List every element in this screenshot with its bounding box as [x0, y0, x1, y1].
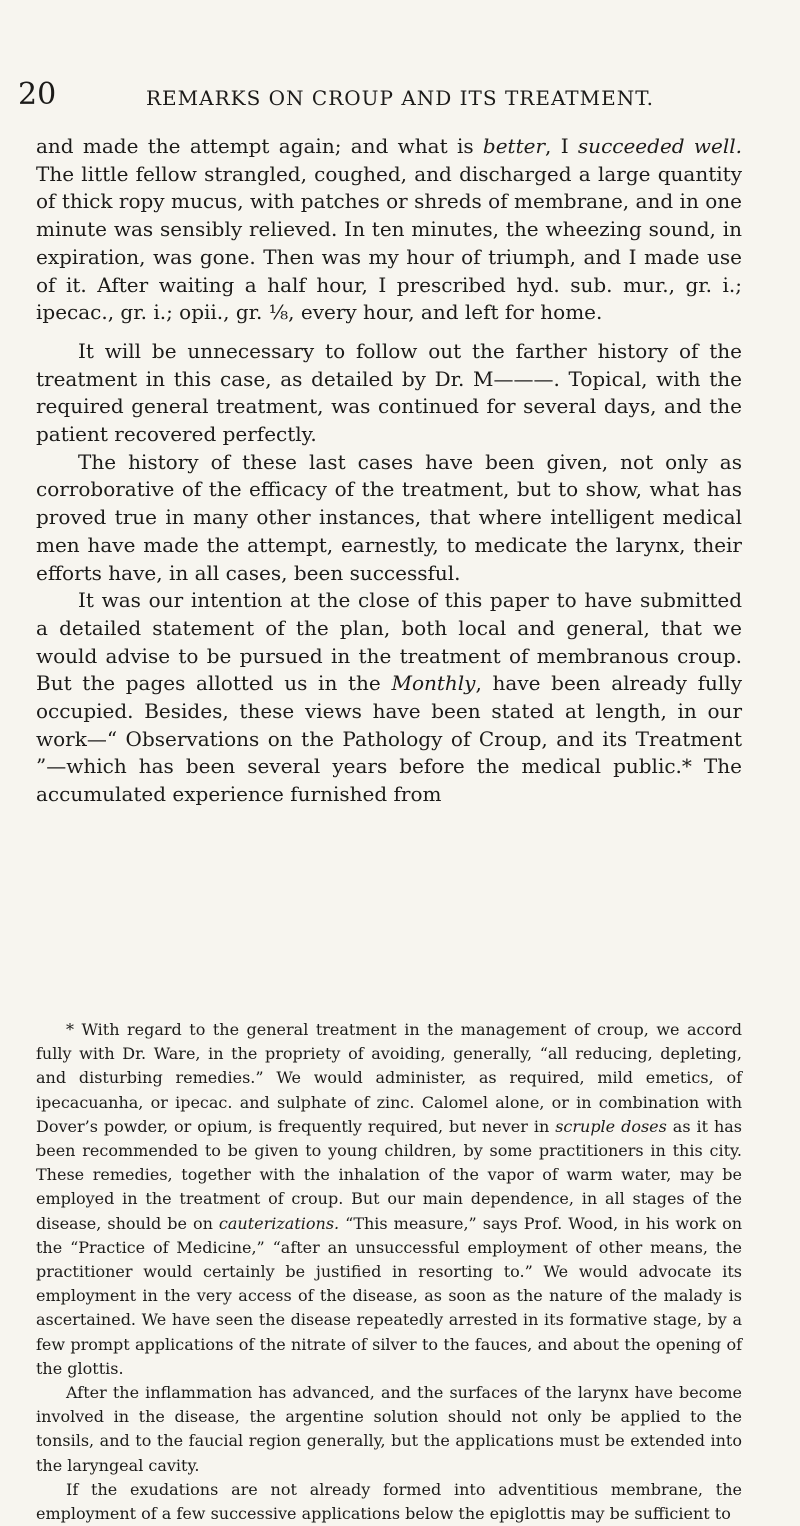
- text-run: * With regard to the general treatment in the management of croup, we accord fully with Dr. Ware, in the propriety of avoiding, generally, “all reducing, depleting, and disturbing remedies.” We would administer, as required, mild emetics, of ipecacuanha, or ipecac. and sulphate of zinc. Calomel alone, or in combination with Dover’s powder, or opium, is frequently required, but never in: [36, 1020, 742, 1136]
- paragraph-2: It will be unnecessary to follow out the farther history of the treatment in this case, as detailed by Dr. M———. Topical, with the required general treatment, was continued for several days, and the patient recovered perfectly.: [36, 338, 742, 447]
- page-number: 20: [18, 77, 57, 112]
- paragraph-4: [36, 587, 742, 809]
- emphasis: Monthly: [391, 671, 476, 696]
- text-run: , I: [545, 134, 578, 158]
- text-run: It was our intention at the close of this paper to have submitted a detailed statement of the plan, both local and general, that we would advise to be pursued in the treatment of membranous croup. But the pages allotted us in the: [36, 588, 742, 696]
- paragraph-1: [36, 133, 742, 327]
- text-run: as it has been recommended to be given to young children, by some practitioners in this city. These remedies, together with the inhalation of the vapor of warm water, may be employed in the treatment of croup. But our main dependence, in all stages of the disease, should be on: [36, 1116, 742, 1233]
- emphasis: scruple doses: [555, 1116, 667, 1136]
- text-run: “This measure,” says Prof. Wood, in his work on the “Practice of Medicine,” “after an unsuccessful employment of other means, the practitioner would certainly be justified in resorting to.” We would advocate its employment in the very access of the disease, as soon as the nature of the malady is ascertained. We have seen the disease repeatedly arrested in its formative stage, by a few prompt applications of the nitrate of silver to the fauces, and about the opening of the glottis.: [36, 1213, 742, 1378]
- running-head: REMARKS ON CROUP AND ITS TREATMENT.: [146, 86, 654, 110]
- page-header: [0, 78, 800, 118]
- text-run: , have been already fully occupied. Besides, these views have been stated at length, in our work—“ Observations on the Pathology of Croup, and its Treatment ”—which has been several years before the medical public.* The accumulated experience furnished from: [36, 671, 743, 807]
- emphasis: cauterizations.: [218, 1213, 340, 1233]
- main-text: [36, 133, 742, 809]
- footnote: [36, 1018, 742, 1526]
- paragraph-3: The history of these last cases have been given, not only as corroborative of the efficacy of the treatment, but to show, what has proved true in many other instances, that where intelligent medical men have made the attempt, earnestly, to medicate the larynx, their efforts have, in all cases, been successful.: [36, 449, 742, 585]
- text-run: The little fellow strangled, coughed, and discharged a large quantity of thick ropy mucus, with patches or shreds of membrane, and in one minute was sensibly relieved. In ten minutes, the wheezing sound, in expiration, was gone. Then was my hour of triumph, and I made use of it. After waiting a half hour, I prescribed hyd. sub. mur., gr. i.; ipecac., gr. i.; opii., gr. ⅛, every hour, and left for home.: [36, 161, 742, 325]
- footnote-paragraph-1: [36, 1018, 742, 1381]
- emphasis: better: [482, 134, 546, 158]
- footnote-paragraph-2: After the inflammation has advanced, and the surfaces of the larynx have become involved in the disease, the argentine solution should not only be applied to the tonsils, and to the faucial region generally, but the applications must be extended into the laryngeal cavity.: [36, 1383, 742, 1475]
- text-run: and made the attempt again; and what is: [36, 134, 483, 158]
- footnote-paragraph-3: If the exudations are not already formed into adventitious membrane, the employment of a few successive applications below the epiglottis may be sufficient to: [36, 1479, 742, 1524]
- emphasis: succeeded well.: [577, 134, 742, 158]
